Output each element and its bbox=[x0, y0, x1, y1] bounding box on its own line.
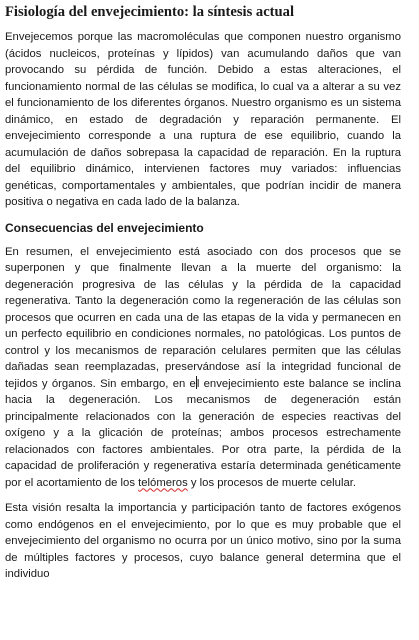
paragraph-2[interactable] bbox=[5, 244, 401, 492]
paragraph-2-text-b: l envejecimiento este balance se inclina hacia la degeneración. Los mecanismos de degeneración están principalmente relacionados con la generación de especies reactivas del oxígeno y a la glicación de proteínas; ambos procesos estrechamente relacionados con factores ambientales. Por otra parte, la pérdida de la capacidad de proliferación y regenerativa estaría determinada genéticamente por el acortamiento de los bbox=[5, 377, 401, 489]
paragraph-1: Envejecemos porque las macromoléculas que componen nuestro organismo (ácidos nucleicos, proteínas y lípidos) van acumulando daños que van provocando su pérdida de función. Debido a estas alteraciones, el funcionamiento normal de las células se modifica, lo cual va a alterar a su vez el funcionamiento de los diferentes órganos. Nuestro organismo es un sistema dinámico, en estado de degradación y reparación permanente. El envejecimiento corresponde a una ruptura de ese equilibrio, cuando la acumulación de daños sobrepasa la capacidad de reparación. En la ruptura del equilibrio dinámico, intervienen factores muy variados: influencias genéticas, comportamentales y ambientales, que podrían incidir de manera positiva o negativa en cada lado de la balanza. bbox=[5, 31, 401, 208]
paragraph-3: Esta visión resalta la importancia y participación tanto de factores exógenos como endógenos en el envejecimiento, por lo que es muy probable que el envejecimiento del organismo no ocurra por un único motivo, sino por la suma de múltiples factores y procesos, cuyo balance general determina que el individuo bbox=[5, 502, 401, 580]
document-title: Fisiología del envejecimiento: la síntesis actual bbox=[5, 4, 295, 20]
section-heading: Consecuencias del envejecimiento bbox=[5, 220, 204, 235]
paragraph-2-text-a: En resumen, el envejecimiento está asociado con dos procesos que se superponen y que finalmente llevan a la muerte del organismo: la degeneración progresiva de las células y la pérdida de la capacidad regenerativa. Tanto la degeneración como la regeneración de las células son procesos que ocurren en cada una de las etapas de la vida y permanecen en un perfecto equilibrio en condiciones normales, no patológicas. Los puntos de control y los mecanismos de reparación celulares permiten que las células dañadas sean reemplazadas, preservándose así la integridad funcional de tejidos y órganos. Sin embargo, en e bbox=[5, 245, 401, 390]
misspelled-word[interactable]: telómeros bbox=[138, 476, 188, 489]
document-page[interactable] bbox=[5, 0, 401, 580]
paragraph-2-text-c: y los procesos de muerte celular. bbox=[187, 476, 357, 489]
